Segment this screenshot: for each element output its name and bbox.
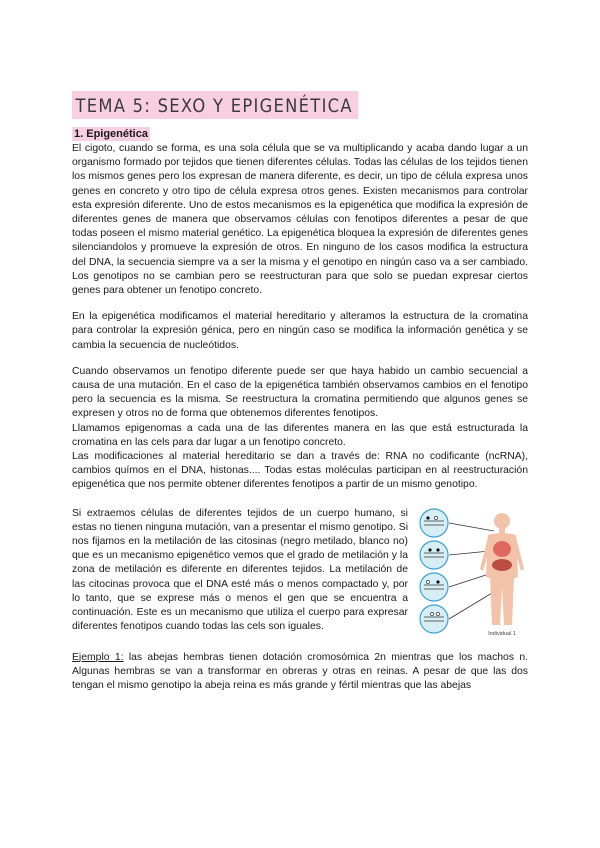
methyl-mark bbox=[430, 612, 433, 615]
tissue-circle bbox=[420, 509, 448, 537]
organ-lungs bbox=[493, 541, 511, 557]
methyl-mark bbox=[426, 580, 429, 583]
methyl-mark bbox=[436, 548, 439, 551]
tissue-circle bbox=[420, 573, 448, 601]
paragraph-modifications-list: Las modificaciones al material hereditario se dan a través de: RNA no codificante (ncRNA), cambios químos en el DNA, histonas.... Todas estas moléculas participan en al reestructuración epigenética que nos permite obtener diferentes fenotipos a partir de un mismo genotipo. bbox=[72, 451, 528, 491]
pointer-arrow bbox=[449, 573, 492, 587]
section-heading: 1. Epigenética bbox=[74, 128, 148, 140]
figure-caption: Individual 1 bbox=[488, 630, 516, 637]
body-neck bbox=[499, 528, 505, 533]
paragraph-modification: En la epigenética modificamos el material hereditario y alteramos la estructura de la cromatina para controlar la expresión génica, pero en ningún caso se modifica la información genética y se cambia la secuencia de nucleótidos. bbox=[72, 311, 528, 351]
content bbox=[72, 124, 528, 693]
spacer bbox=[72, 298, 528, 310]
methyl-mark bbox=[428, 548, 431, 551]
tissue-circles-group bbox=[420, 509, 448, 633]
page-title: TEMA 5: SEXO Y EPIGENÉTICA bbox=[72, 91, 358, 119]
paragraph-epigenomes: Llamamos epigenomas a cada una de las diferentes manera en las que está estructurada la cromatina en las cels para dar lugar a un fenotipo concreto. bbox=[72, 422, 528, 448]
tissue-circle bbox=[420, 605, 448, 633]
example-label: Ejemplo 1: bbox=[72, 651, 124, 663]
pointer-arrow bbox=[449, 593, 492, 619]
methyl-mark bbox=[436, 612, 439, 615]
methyl-mark bbox=[436, 580, 439, 583]
body-head bbox=[494, 513, 510, 529]
example-text: las abejas hembras tienen dotación cromosómica 2n mientras que los machos n. Algunas hembras se van a transformar en obreras y otras en reinas. A pesar de que las dos tengan el mismo genotipo la abeja reina es más grande y fértil mientras que las abejas bbox=[72, 651, 528, 692]
paragraph-example bbox=[72, 651, 528, 694]
figure-row bbox=[72, 507, 528, 639]
paragraph-phenotype: Cuando observamos un fenotipo diferente puede ser que haya habido un cambio secuencial a causa de una mutación. En el caso de la epigenética también observamos cambios en el fenotipo pero la secuencia es la misma. Se reestructura la cromatina permitiendo que algunos genes se expresen y otros no de forma que obtenemos diferentes fenotipos. bbox=[72, 365, 528, 420]
spacer bbox=[72, 639, 528, 651]
methyl-mark bbox=[434, 516, 437, 519]
organ-liver bbox=[492, 559, 512, 571]
paragraph-methylation: Si extraemos células de diferentes tejidos de un cuerpo humano, si estas no tienen ninguna mutación, van a presentar el mismo genotipo. Si nos fijamos en la metilación de las citosinas (negro metilado, blanco no) que es un mecanismo epigenético vemos que el grado de metilación y la zona de metilación es diferente en diferentes tejidos. La metilación de las citocinas provoca que el DNA esté más o menos compactado y, por lo tanto, que se exprese más o menos el gen que se encuentra a continuación. Este es un mecanismo que utiliza el cuerpo para expresar diferentes fenotipos cuando todas las cels son iguales. bbox=[72, 507, 408, 633]
pointer-arrow bbox=[449, 523, 494, 531]
body-legs bbox=[490, 577, 514, 625]
spacer bbox=[72, 353, 528, 365]
tissue-circle bbox=[420, 541, 448, 569]
spacer bbox=[72, 493, 528, 505]
methyl-mark bbox=[426, 516, 429, 519]
methylation-figure bbox=[416, 507, 528, 639]
paragraph-intro: El cigoto, cuando se forma, es una sola célula que se va multiplicando y acaba dando lugar a un organismo formado por tejidos que tienen diferentes células. Todas las células de los tejidos tienen los mismos genes pero los expresan de manera diferente, es decir, un tipo de célula expresa unos genes en concreto y otro tipo de célula expresa otros genes. Existen mecanismos para controlar esta expresión diferente. Uno de estos mecanismos es la epigenética que modifica la expresión de diferentes genes de manera que observamos células con fenotipos diferentes a pesar de que todas poseen el mismo material genético. La epigenética bloquea la expresión de diferentes genes silenciandolos y promueve la expresión de otros. En ninguno de los casos modifica la estructura del DNA, la secuencia siempre va a ser la misma y el genotipo en ningún caso va a ser cambiado. Los genotipos no se cambian pero se reestructuran para que solo se puedan expresar ciertos genes para obtener un fenotipo concreto. bbox=[72, 143, 528, 297]
